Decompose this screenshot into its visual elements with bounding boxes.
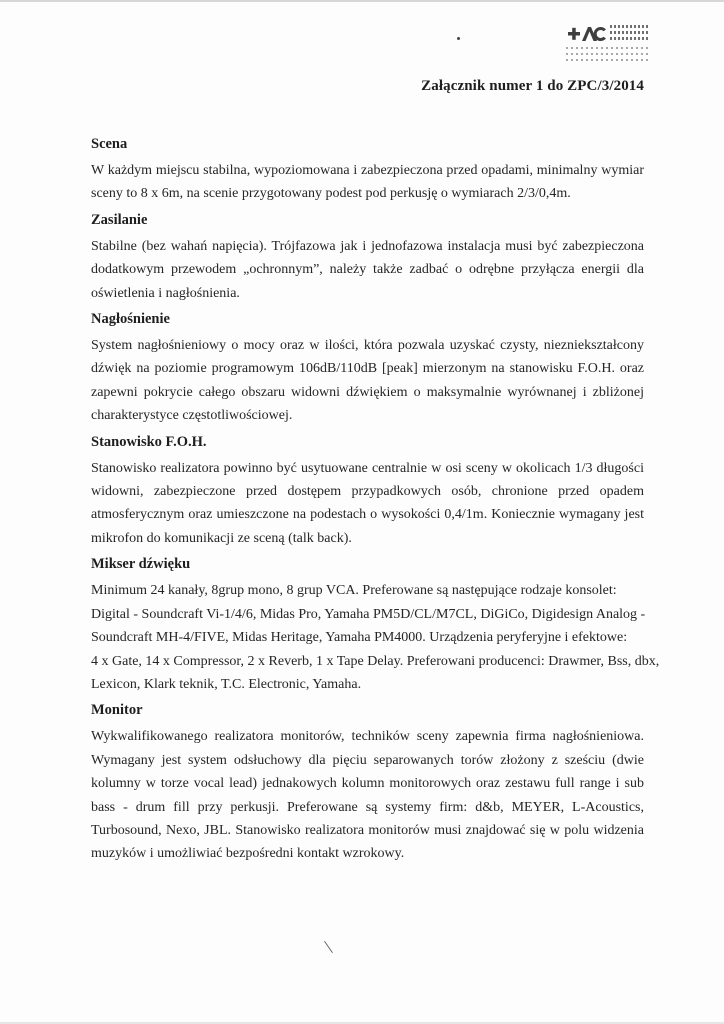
section-mikser	[91, 554, 660, 696]
section-paragraph: System nagłośnieniowy o mocy oraz w ilości, która pozwala uzyskać czysty, niezniekształcony dźwięk na poziomie programowym 106dB/110dB [peak] mierzonym na stanowisku F.O.H. oraz zapewni pokrycie całego obszaru widowni dźwiękiem o maksymalnie wyrównanej i zbliżonej charakterystyce częstotliwościowej.	[91, 338, 644, 424]
section-line: Digital - Soundcraft Vi-1/4/6, Midas Pro, Yamaha PM5D/CL/M7CL, DiGiCo, Digidesign Analog -	[91, 606, 646, 622]
section-paragraph: Stanowisko realizatora powinno być usytuowane centralnie w osi sceny w okolicach 1/3 długości widowni, zabezpieczone przed dostępem przypadkowych osób, chronione przed opadem atmosferycznym oraz umieszczone na podestach o wysokości 0,4/1m. Koniecznie wymagany jest mikrofon do komunikacji ze sceną (talk back).	[91, 460, 644, 546]
section-zasilanie	[91, 210, 644, 305]
organization-logo-icon	[566, 24, 608, 44]
logo-wordmark-lines	[610, 25, 650, 43]
document-body	[91, 134, 660, 870]
section-line: Soundcraft MH-4/FIVE, Midas Heritage, Yamaha PM4000. Urządzenia peryferyjne i efektowe:	[91, 630, 628, 646]
section-heading: Stanowisko F.O.H.	[91, 433, 207, 450]
page-top-edge	[0, 0, 724, 2]
organization-logo	[566, 24, 656, 68]
section-scena	[91, 134, 644, 206]
section-paragraph: W każdym miejscu stabilna, wypoziomowana i zabezpieczona przed opadami, minimalny wymiar sceny to 8 x 6m, na scenie przygotowany podest pod perkusję o wymiarach 2/3/0,4m.	[91, 163, 644, 202]
section-heading: Mikser dźwięku	[91, 556, 191, 573]
scan-mark	[324, 941, 333, 953]
section-heading: Zasilanie	[91, 211, 148, 228]
section-line: Minimum 24 kanały, 8grup mono, 8 grup VCA. Preferowane są następujące rodzaje konsolet:	[91, 583, 617, 599]
logo-address-lines	[566, 47, 650, 65]
annex-title: Załącznik numer 1 do ZPC/3/2014	[421, 78, 644, 94]
section-line: 4 x Gate, 14 x Compressor, 2 x Reverb, 1 x Tape Delay. Preferowani producenci: Drawmer, Bss, dbx,	[91, 653, 660, 669]
section-heading: Monitor	[91, 702, 143, 719]
section-monitor	[91, 700, 644, 865]
section-paragraph: Stabilne (bez wahań napięcia). Trójfazowa jak i jednofazowa instalacja musi być zabezpieczona dodatkowym przewodem „ochronnym”, należy także zadbać o odrębne przyłącza energii dla oświetlenia i nagłośnienia.	[91, 238, 644, 301]
section-heading: Nagłośnienie	[91, 311, 170, 328]
section-heading: Scena	[91, 136, 128, 152]
section-naglosnienie	[91, 309, 644, 428]
section-paragraph: Wykwalifikowanego realizatora monitorów, techników sceny zapewnia firma nagłośnieniowa. Wymagany jest system odsłuchowy dla pięciu separowanych torów złożony z sześciu (dwie kolumny w torze vocal lead) jednakowych kolumn monitorowych oraz zestawu full range i sub bass - drum fill przy perkusji. Preferowane są systemy firm: d&b, MEYER, L-Acoustics, Turbosound, Nexo, JBL. Stanowisko realizatora monitorów musi znajdować się w polu widzenia muzyków i umożliwiać bezpośredni kontakt wzrokowy.	[91, 729, 644, 862]
section-stanowisko-foh	[91, 432, 644, 551]
section-line: Lexicon, Klark teknik, T.C. Electronic, Yamaha.	[91, 676, 362, 692]
scan-dot	[457, 37, 460, 40]
